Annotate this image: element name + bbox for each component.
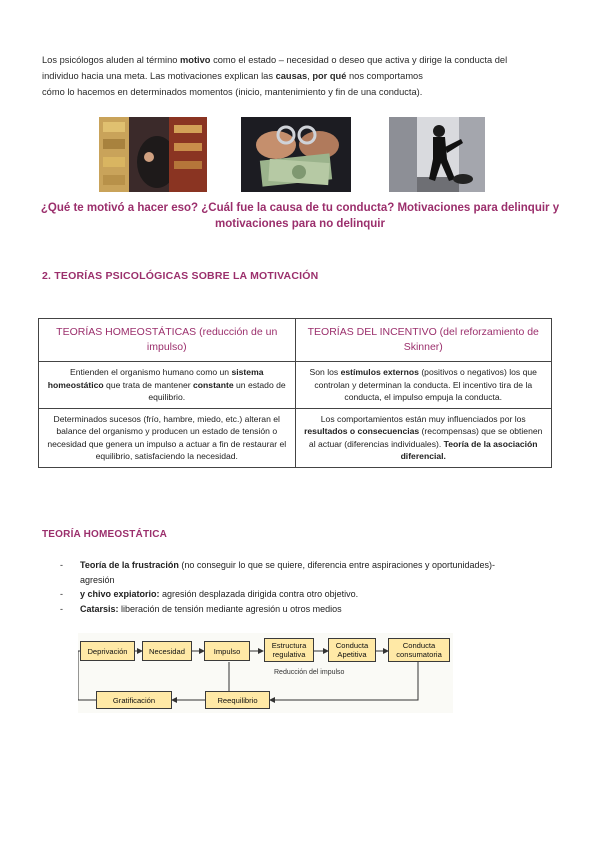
box-necesidad: Necesidad <box>142 641 192 661</box>
bullet-list <box>60 558 560 616</box>
header-homeostatic: TEORÍAS HOMEOSTÁTICAS (reducción de un impulso) <box>39 319 296 362</box>
box-conducta-apetitiva: Conducta Apetitiva <box>328 638 376 662</box>
reduction-label: Reducción del impulso <box>274 669 345 676</box>
list-item: - Teoría de la frustración (no conseguir lo que se quiere, diferencia entre aspiraciones y oportunidades)- agresión <box>60 560 496 585</box>
intro-line-1: Los psicólogos aluden al término motivo como el estado – necesidad o deseo que activa y dirige la conducta del <box>42 55 508 65</box>
table-row <box>39 362 552 409</box>
section-3-title: TEORÍA HOMEOSTÁTICA <box>42 529 168 540</box>
term-motivo: motivo <box>180 55 211 65</box>
handcuffs-money-photo <box>241 117 351 192</box>
homeostatic-diagram <box>78 633 453 713</box>
list-item: - Catarsis: liberación de tensión mediante agresión u otros medios <box>60 603 342 614</box>
table-row <box>39 408 552 467</box>
box-conducta-consumatoria: Conducta consumatoria <box>388 638 450 662</box>
box-gratificacion: Gratificación <box>96 691 172 709</box>
table-cell: Los comportamientos están muy influenciados por los resultados o consecuencias (recompensas) que se obtienen al actuar (diferencias individuales). Teoría de la asociación diferencial. <box>295 408 552 467</box>
intro-line-2: individuo hacia una meta. Las motivaciones explican las causas, por qué nos comportamos <box>42 71 423 81</box>
list-item: - y chivo expiatorio: agresión desplazada dirigida contra otro objetivo. <box>60 589 359 600</box>
box-estructura: Estructura regulativa <box>264 638 314 662</box>
question-caption: ¿Qué te motivó a hacer eso? ¿Cuál fue la causa de tu conducta? Motivaciones para delinquir y motivaciones para no delinquir <box>40 202 560 230</box>
box-deprivacion: Deprivación <box>80 641 135 661</box>
table-cell: Entienden el organismo humano como un sistema homeostático que trata de mantener constante un estado de equilibrio. <box>39 362 296 409</box>
intro-paragraph <box>42 52 562 100</box>
assault-photo <box>389 117 485 192</box>
box-impulso: Impulso <box>204 641 250 661</box>
box-reequilibrio: Reequilibrio <box>205 691 270 709</box>
header-incentive: TEORÍAS DEL INCENTIVO (del reforzamiento de Skinner) <box>295 319 552 362</box>
table-cell: Determinados sucesos (frío, hambre, miedo, etc.) alteran el balance del organismo y producen un estado de tensión o necesidad que genera un impulso a actuar a fin de restaurar el equilibrio, satisfaciendo la necesidad. <box>39 408 296 467</box>
table-header-row <box>39 319 552 362</box>
table-cell: Son los estímulos externos (positivos o negativos) los que controlan y determinan la conducta. El incentivo tira de la conducta, el impulso empuja la conducta. <box>295 362 552 409</box>
intro-line-3: cómo lo hacemos en determinados momentos (inicio, mantenimiento y fin de una conducta). <box>42 87 423 97</box>
theories-table <box>38 318 552 468</box>
shoplifting-photo <box>99 117 207 192</box>
section-2-title: 2. TEORÍAS PSICOLÓGICAS SOBRE LA MOTIVACIÓN <box>42 270 319 282</box>
